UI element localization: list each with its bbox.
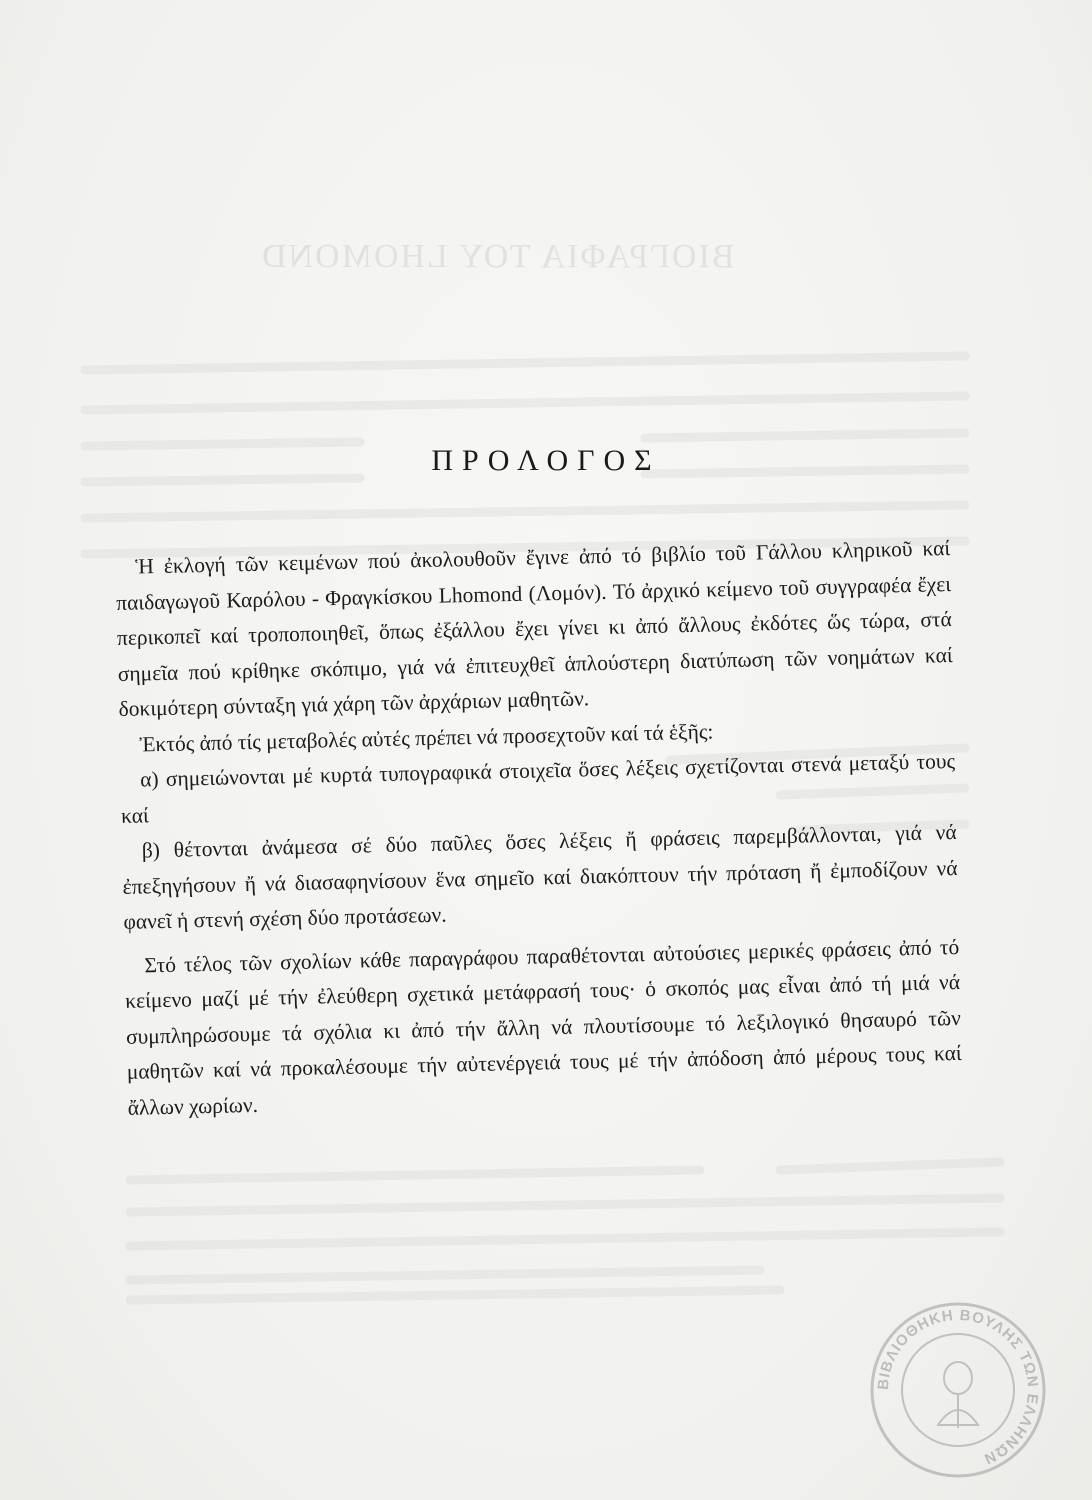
page-title: ΠΡΟΛΟΓΟΣ [431, 444, 661, 477]
show-through-title: ΒΙΟΓΡΑΦΙΑ ΤΟΥ LHOMOND [260, 238, 735, 275]
paragraph-2: Ἐκτός ἀπό τίς μεταβολές αὐτές πρέπει νά προσεχτοῦν καί τά ἑξῆς: [139, 718, 714, 756]
paragraph-1: Ἡ ἐκλογή τῶν κειμένων πού ἀκολουθοῦν ἔγινε ἀπό τό βιβλίο τοῦ Γάλλου κληρικοῦ καί παιδαγωγοῦ Καρόλου - Φραγκίσκου Lhomond (Λομόν). Τό ἀρχικό κείμενο τοῦ συγγραφέα ἔχει περικοπεῖ καί τροποποιηθεῖ, ὅπως ἐξάλλου ἔχει γίνει κι ἀπό ἄλλους ἐκδότες ὥς τώρα, στά σημεῖα πού κρίθηκε σκόπιμο, γιά νά ἐπιτευχθεῖ ἁπλούστερη διατύπωση τῶν νοημάτων καί δοκιμότερη σύνταξη γιά χάρη τῶν ἀρχάριων μαθητῶν. [115, 536, 953, 721]
paragraph-3: α) σημειώνονται μέ κυρτά τυπογραφικά στοιχεῖα ὅσες λέξεις σχετίζονται στενά μεταξύ τους καί [120, 748, 956, 828]
svg-text:ΒΙΒΛΙΟΘΗΚΗ ΒΟΥΛΗΣ ΤΩΝ ΕΛΛΗΝΩΝ [875, 1307, 1041, 1468]
stamp-text: ΒΙΒΛΙΟΘΗΚΗ ΒΟΥΛΗΣ ΤΩΝ ΕΛΛΗΝΩΝ [874, 1306, 1042, 1468]
paragraph-4: β) θέτονται ἀνάμεσα σέ δύο παῦλες ὅσες λέξεις ἤ φράσεις παρεμβάλλονται, γιά νά ἐπεξηγήσουν ἤ νά διασαφηνίσουν ἕνα σημεῖο καί διακόπτουν τήν πρόταση ἤ ἐμποδίζουν νά φανεῖ ἡ στενή σχέση δύο προτάσεων. [122, 819, 958, 934]
library-stamp [868, 1300, 1048, 1480]
paragraph-5: Στό τέλος τῶν σχολίων κάθε παραγράφου παραθέτονται αὐτούσιες μερικές φράσεις ἀπό τό κείμενο μαζί μέ τήν ἐλεύθερη σχετικά μετάφρασή τους· ὁ σκοπός μας εἶναι ἀπό τή μιά νά συμπληρώσουμε τά σχόλια κι ἀπό τήν ἄλλη νά πλουτίσουμε τό λεξιλογικό θησαυρό τῶν μαθητῶν καί νά προκαλέσουμε τήν αὐτενέργειά τους μέ τήν ἀπόδοση ἀπό μέρους τους καί ἄλλων χωρίων. [124, 934, 962, 1120]
body-text [115, 531, 963, 1126]
